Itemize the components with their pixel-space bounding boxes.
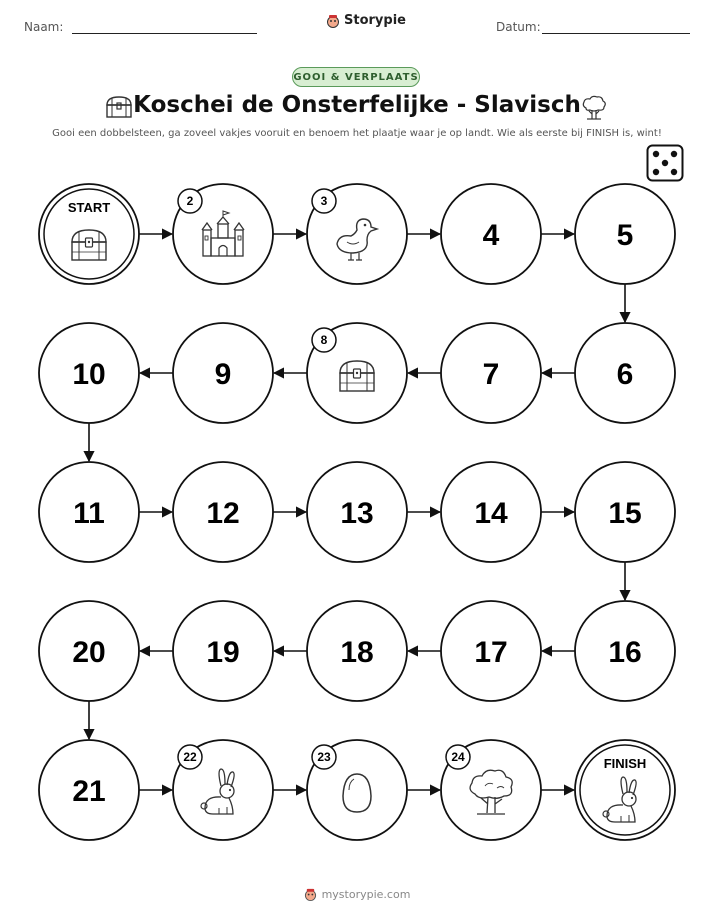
space-number: 5 (616, 219, 634, 252)
space-22[interactable] (173, 740, 273, 840)
space-number: 10 (72, 358, 106, 391)
space-number: 21 (72, 775, 106, 808)
activity-badge: GOOI & VERPLAATS (292, 67, 420, 87)
instructions: Gooi een dobbelsteen, ga zoveel vakjes vooruit en benoem het plaatje waar je op landt. Wie als eerste bij FINISH is, wint! (52, 128, 662, 139)
space-number: 15 (608, 497, 642, 530)
space-16[interactable] (575, 601, 675, 701)
space-label: START (67, 200, 111, 215)
space-number: 18 (340, 636, 374, 669)
space-19[interactable] (173, 601, 273, 701)
footer (0, 888, 714, 901)
space-number: 8 (320, 333, 328, 347)
space-5[interactable] (575, 184, 675, 284)
space-number: 19 (206, 636, 240, 669)
space-11[interactable] (39, 462, 139, 562)
space-14[interactable] (441, 462, 541, 562)
space-7[interactable] (441, 323, 541, 423)
name-label: Naam: (24, 20, 64, 34)
space-21[interactable] (39, 740, 139, 840)
space-number: 22 (183, 750, 197, 764)
space-23[interactable] (307, 740, 407, 840)
space-24[interactable] (441, 740, 541, 840)
space-number: 4 (482, 219, 500, 252)
page-title: Koschei de Onsterfelijke - Slavisch (133, 92, 581, 118)
space-number: 20 (72, 636, 106, 669)
space-number: 14 (474, 497, 508, 530)
space-6[interactable] (575, 323, 675, 423)
storypie-mascot-icon (304, 888, 317, 901)
space-number: 11 (73, 497, 105, 530)
space-label: FINISH (603, 756, 647, 771)
space-10[interactable] (39, 323, 139, 423)
space-12[interactable] (173, 462, 273, 562)
space-number: 17 (474, 636, 508, 669)
space-number: 13 (340, 497, 374, 530)
space-number: 9 (214, 358, 232, 391)
space-number: 7 (482, 358, 500, 391)
space-3[interactable] (307, 184, 407, 284)
space-18[interactable] (307, 601, 407, 701)
space-number: 12 (206, 497, 240, 530)
space-20[interactable] (39, 601, 139, 701)
space-13[interactable] (307, 462, 407, 562)
space-number: 16 (608, 636, 642, 669)
space-number: 24 (451, 750, 465, 764)
space-start[interactable] (39, 184, 139, 284)
footer-url: mystorypie.com (321, 888, 411, 901)
space-2[interactable] (173, 184, 273, 284)
space-number: 3 (320, 194, 328, 208)
brand-name: Storypie (344, 13, 406, 28)
space-finish[interactable] (575, 740, 675, 840)
space-9[interactable] (173, 323, 273, 423)
space-number: 6 (616, 358, 634, 391)
space-17[interactable] (441, 601, 541, 701)
space-15[interactable] (575, 462, 675, 562)
date-label: Datum: (496, 20, 541, 34)
space-4[interactable] (441, 184, 541, 284)
space-number: 2 (186, 194, 194, 208)
space-8[interactable] (307, 323, 407, 423)
space-number: 23 (317, 750, 331, 764)
